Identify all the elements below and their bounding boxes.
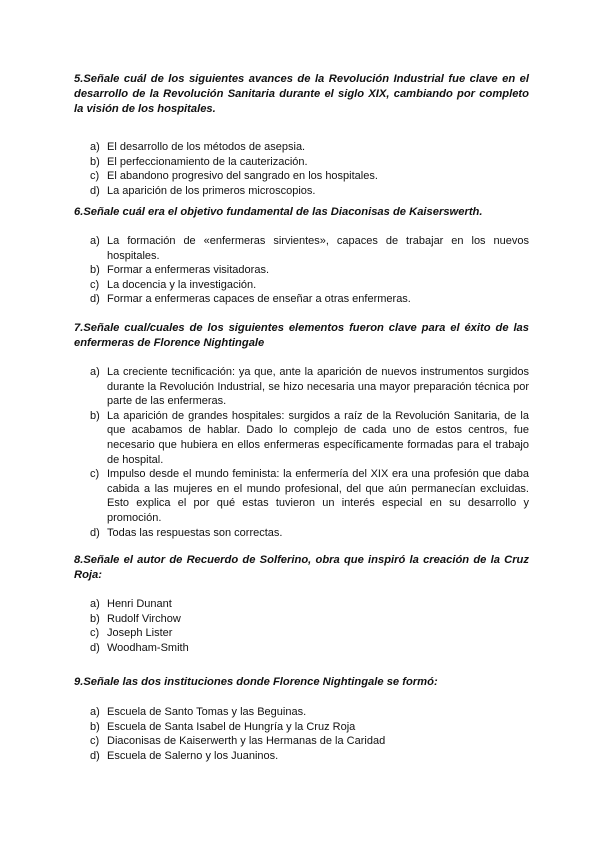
- option-a: [74, 597, 529, 612]
- option-letter: d): [90, 293, 100, 306]
- option-b: [74, 263, 529, 278]
- option-list: [74, 597, 529, 655]
- option-letter: a): [90, 366, 100, 378]
- option-list: [74, 140, 529, 198]
- option-letter: a): [90, 141, 100, 153]
- option-text: La formación de «enfermeras sirvientes», capaces de trabajar en los nuevos hospitales.: [107, 235, 529, 262]
- option-text: Formar a enfermeras capaces de enseñar a otras enfermeras.: [107, 293, 411, 306]
- question-title: 5.Señale cuál de los siguientes avances de la Revolución Industrial fue clave en el desarrollo de la Revolución Sanitaria durante el siglo XIX, cambiando por completo la visión de los hospitales.: [74, 73, 529, 115]
- option-text: La creciente tecnificación: ya que, ante la aparición de nuevos instrumentos surgidos durante la Revolución Industrial, se hizo necesaria una mayor preparación técnica por parte de las enfermeras.: [107, 366, 529, 408]
- option-list: [74, 365, 529, 540]
- option-list: [74, 705, 529, 763]
- option-text: El desarrollo de los métodos de asepsia.: [107, 141, 306, 153]
- option-letter: a): [90, 706, 100, 718]
- option-text: Escuela de Santa Isabel de Hungría y la Cruz Roja: [107, 720, 356, 733]
- question-title: 6.Señale cuál era el objetivo fundamental de las Diaconisas de Kaiserswerth.: [74, 206, 483, 218]
- option-d: [74, 526, 529, 541]
- question-title: 9.Señale las dos instituciones donde Florence Nightingale se formó:: [74, 676, 438, 688]
- option-text: El abandono progresivo del sangrado en los hospitales.: [107, 170, 378, 183]
- option-list: [74, 234, 529, 307]
- option-b: [74, 409, 529, 467]
- option-c: [74, 467, 529, 525]
- option-letter: d): [90, 526, 100, 539]
- option-letter: d): [90, 641, 100, 654]
- option-d: [74, 292, 529, 307]
- option-a: [74, 705, 529, 720]
- question-8: [74, 553, 529, 655]
- option-text: Formar a enfermeras visitadoras.: [107, 264, 269, 277]
- option-b: [74, 155, 529, 170]
- question-6: [74, 205, 529, 307]
- option-letter: b): [90, 264, 100, 277]
- option-letter: b): [90, 409, 100, 422]
- option-c: [74, 278, 529, 293]
- option-letter: c): [90, 468, 100, 481]
- option-letter: a): [90, 598, 100, 610]
- option-c: [74, 734, 529, 749]
- option-a: [74, 234, 529, 263]
- option-text: La docencia y la investigación.: [107, 278, 257, 291]
- option-letter: b): [90, 720, 100, 733]
- option-text: Impulso desde el mundo feminista: la enfermería del XIX era una profesión que daba cabida a las mujeres en el mundo profesional, del que aún permanecían excluidas. Esto explica el por qué estas tuvieron un interés especial en su desarrollo y promoción.: [107, 468, 529, 524]
- option-letter: d): [90, 184, 100, 197]
- option-letter: b): [90, 612, 100, 625]
- option-text: Rudolf Virchow: [107, 612, 181, 625]
- option-d: [74, 184, 529, 199]
- option-text: Escuela de Salerno y los Juaninos.: [107, 749, 279, 762]
- question-5: [74, 72, 529, 198]
- option-letter: c): [90, 278, 100, 291]
- question-title: 8.Señale el autor de Recuerdo de Solferino, obra que inspiró la creación de la Cruz Roja:: [74, 554, 529, 581]
- option-c: [74, 626, 529, 641]
- option-c: [74, 169, 529, 184]
- question-title: 7.Señale cual/cuales de los siguientes elementos fueron clave para el éxito de las enfermeras de Florence Nightingale: [74, 322, 529, 349]
- option-text: Joseph Lister: [107, 627, 173, 640]
- option-d: [74, 641, 529, 656]
- option-a: [74, 140, 529, 155]
- option-b: [74, 720, 529, 735]
- question-9: [74, 675, 529, 763]
- question-7: [74, 321, 529, 540]
- option-text: El perfeccionamiento de la cauterización.: [107, 155, 308, 168]
- option-text: Henri Dunant: [107, 598, 172, 610]
- option-text: Woodham-Smith: [107, 641, 189, 654]
- option-letter: b): [90, 155, 100, 168]
- option-letter: d): [90, 749, 100, 762]
- option-d: [74, 749, 529, 764]
- option-text: Todas las respuestas son correctas.: [107, 526, 283, 539]
- option-text: La aparición de grandes hospitales: surgidos a raíz de la Revolución Sanitaria, de la que acabamos de hablar. Dado lo complejo de cada uno de estos centros, fue necesario que hubiera en ellos enfermeras específicamente formadas para el trabajo de hospital.: [107, 409, 529, 466]
- option-a: [74, 365, 529, 409]
- option-text: Diaconisas de Kaiserwerth y las Hermanas de la Caridad: [107, 735, 386, 748]
- option-letter: c): [90, 735, 100, 748]
- option-letter: c): [90, 170, 100, 183]
- option-letter: a): [90, 235, 100, 247]
- option-letter: c): [90, 627, 100, 640]
- option-text: Escuela de Santo Tomas y las Beguinas.: [107, 706, 307, 718]
- option-b: [74, 612, 529, 627]
- option-text: La aparición de los primeros microscopios.: [107, 184, 316, 197]
